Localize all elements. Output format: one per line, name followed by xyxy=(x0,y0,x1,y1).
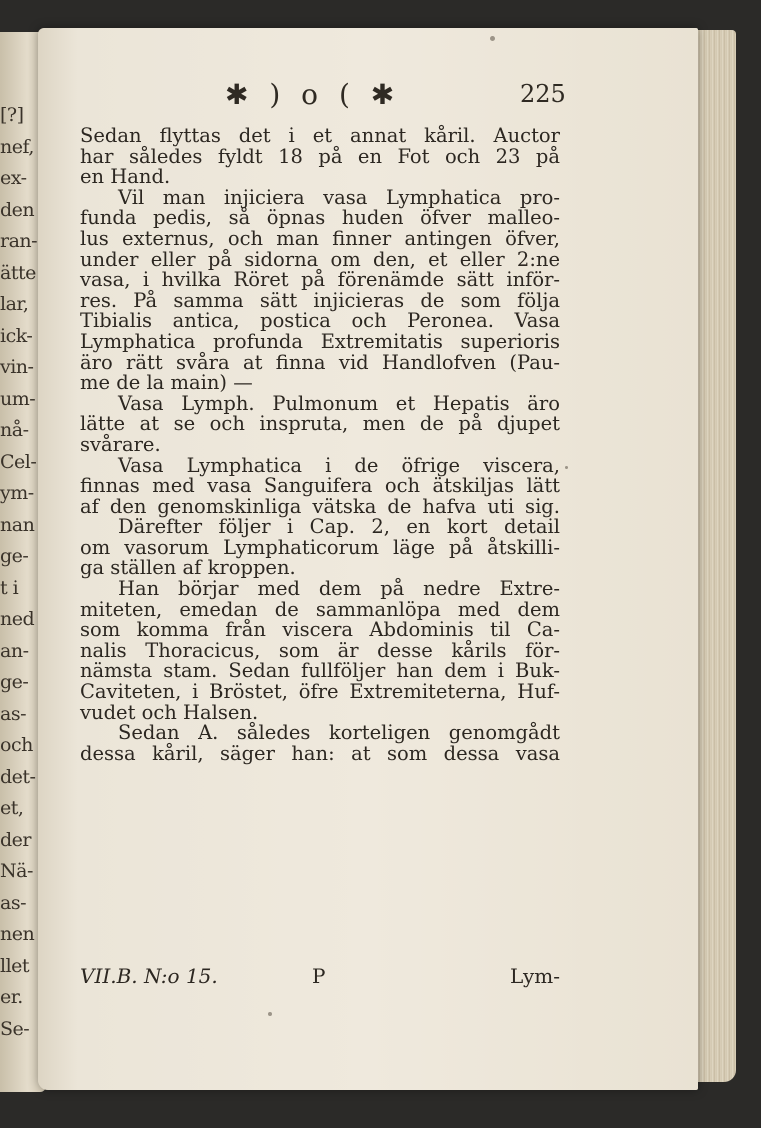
left-page-fragment: um- xyxy=(0,387,36,410)
text-line: Han börjar med dem på nedre Extre- xyxy=(118,577,560,601)
text-line: miteten, emedan de sammanlöpa med dem xyxy=(80,597,560,621)
left-page-fragment: an- xyxy=(0,639,29,662)
body-text xyxy=(80,126,560,764)
signature-mark: VII.B. N:o 15. xyxy=(80,964,218,988)
left-page-fragment: ge- xyxy=(0,671,29,693)
catchword: Lym- xyxy=(510,964,560,988)
left-page-fragment: Nä- xyxy=(0,860,33,882)
left-page-fragment: lar, xyxy=(0,293,29,315)
text-line: Tibialis antica, postica och Peronea. Vasa xyxy=(80,309,560,333)
text-line: äro rätt svåra at finna vid Handlofven (Pau- xyxy=(80,350,560,374)
text-line: som komma från viscera Abdominis til Ca- xyxy=(80,618,560,642)
left-page-fragment: och xyxy=(0,734,33,756)
text-line: ga ställen af kroppen. xyxy=(80,556,296,580)
left-page-fragment: er. xyxy=(0,986,23,1008)
text-line: om vasorum Lymphaticorum läge på åtskilli- xyxy=(80,535,560,559)
text-line: lus externus, och man finner antingen öfver, xyxy=(80,226,560,250)
text-line: funda pedis, så öpnas huden öfver malleo- xyxy=(80,206,560,230)
page-number: 225 xyxy=(520,80,566,108)
signature-letter: P xyxy=(312,964,326,988)
text-line: svårare. xyxy=(80,432,161,456)
left-page-fragment: ran- xyxy=(0,230,38,252)
left-page-fragment: Se- xyxy=(0,1017,30,1040)
text-line: Sedan flyttas det i et annat kåril. Auctor xyxy=(80,124,560,147)
text-line: Caviteten, i Bröstet, öfre Extremiteterna, Huf- xyxy=(80,680,560,704)
left-page-fragment: den xyxy=(0,198,35,221)
left-page-fragment: [?] xyxy=(0,104,24,126)
left-page-fragment: t i xyxy=(0,576,19,599)
text-line: res. På samma sätt injicieras de som följa xyxy=(80,288,560,312)
text-line: dessa kåril, säger han: at som dessa vasa xyxy=(80,741,560,765)
text-line: nämsta stam. Sedan fullföljer han dem i Buk- xyxy=(80,659,560,683)
left-page-fragment: nef, xyxy=(0,135,34,158)
text-line: finnas med vasa Sanguifera och ätskiljas lätt xyxy=(80,474,560,498)
left-page-fragment: ned xyxy=(0,608,35,630)
foxing-speck xyxy=(490,36,495,41)
left-page-fragment: as- xyxy=(0,702,26,725)
left-page-fragment: vin- xyxy=(0,356,34,378)
text-line: af den genomskinliga vätska de hafva uti sig. xyxy=(80,494,560,518)
text-line: lätte at se och inspruta, men de på djupet xyxy=(80,412,560,436)
text-line: Vil man injiciera vasa Lymphatica pro- xyxy=(118,185,560,209)
left-page-fragment: nå- xyxy=(0,419,29,441)
text-line: Sedan A. således korteligen genomgådt xyxy=(118,721,560,745)
left-page-fragment: ge- xyxy=(0,545,29,567)
left-page-fragment: det- xyxy=(0,765,36,788)
text-line: Vasa Lymph. Pulmonum et Hepatis äro xyxy=(118,391,560,415)
running-header xyxy=(80,78,570,118)
text-line: vasa, i hvilka Röret på förenämde sätt inför- xyxy=(80,268,560,292)
left-page-fragment: ätte xyxy=(0,261,36,284)
foxing-speck xyxy=(268,1012,272,1016)
text-line: har således fyldt 18 på en Fot och 23 på xyxy=(80,144,560,168)
text-line: Lymphatica profunda Extremitatis superioris xyxy=(80,329,560,353)
left-page-fragment: ex- xyxy=(0,167,27,189)
left-page-fragment: et, xyxy=(0,797,24,819)
left-page-fragment: ym- xyxy=(0,482,34,504)
text-line: Därefter följer i Cap. 2, en kort detail xyxy=(118,515,560,539)
left-page-fragment: as- xyxy=(0,891,26,914)
text-line: Vasa Lymphatica i de öfrige viscera, xyxy=(118,453,560,477)
left-page-fragment: Cel- xyxy=(0,450,37,473)
text-line: vudet och Halsen. xyxy=(80,700,259,724)
text-line: en Hand. xyxy=(80,165,171,189)
left-page-fragment: ick- xyxy=(0,324,33,347)
left-page-fragment: llet xyxy=(0,954,30,977)
left-page-fragment: nen xyxy=(0,923,35,945)
foxing-speck xyxy=(565,466,568,469)
page-footer xyxy=(80,964,560,992)
left-page-fragment: nan xyxy=(0,513,35,536)
text-line: under eller på sidorna om den, et eller 2:ne xyxy=(80,247,560,271)
text-line: nalis Thoracicus, som är desse kårils för- xyxy=(80,638,560,662)
text-line: me de la main) — xyxy=(80,371,253,395)
left-page-fragment: der xyxy=(0,828,31,851)
header-ornament: ✱ ) o ( ✱ xyxy=(225,78,401,111)
